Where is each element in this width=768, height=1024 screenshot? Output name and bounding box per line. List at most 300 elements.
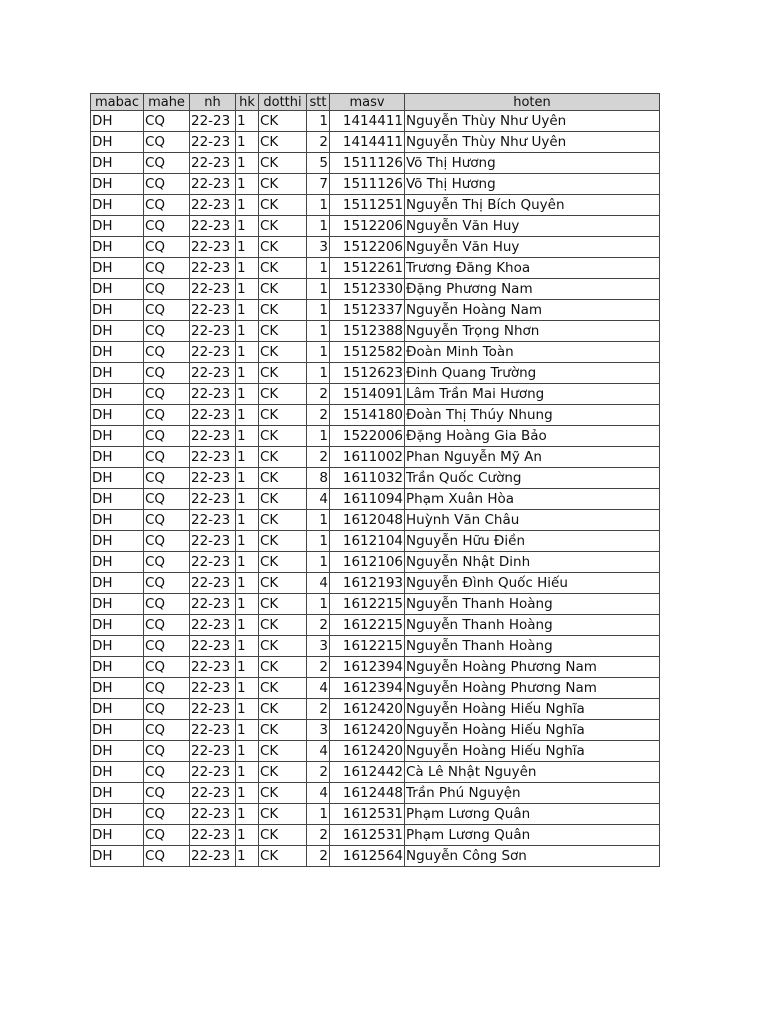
cell-mabac[interactable]: DH <box>91 132 144 153</box>
cell-mahe[interactable]: CQ <box>144 468 190 489</box>
cell-stt[interactable]: 2 <box>307 447 330 468</box>
cell-mahe[interactable]: CQ <box>144 111 190 132</box>
cell-mahe[interactable]: CQ <box>144 237 190 258</box>
cell-mahe[interactable]: CQ <box>144 300 190 321</box>
cell-mabac[interactable]: DH <box>91 531 144 552</box>
cell-stt[interactable]: 1 <box>307 804 330 825</box>
cell-hoten[interactable]: Nguyễn Hoàng Nam <box>405 300 660 321</box>
cell-stt[interactable]: 1 <box>307 426 330 447</box>
cell-hk[interactable]: 1 <box>236 804 259 825</box>
cell-mahe[interactable]: CQ <box>144 384 190 405</box>
cell-hoten[interactable]: Nguyễn Nhật Dinh <box>405 552 660 573</box>
cell-stt[interactable]: 3 <box>307 720 330 741</box>
cell-stt[interactable]: 1 <box>307 552 330 573</box>
cell-stt[interactable]: 1 <box>307 363 330 384</box>
cell-hoten[interactable]: Nguyễn Thùy Như Uyên <box>405 132 660 153</box>
cell-nh[interactable]: 22-23 <box>190 594 236 615</box>
cell-hoten[interactable]: Nguyễn Văn Huy <box>405 216 660 237</box>
cell-mabac[interactable]: DH <box>91 720 144 741</box>
cell-dotthi[interactable]: CK <box>259 720 307 741</box>
cell-stt[interactable]: 2 <box>307 405 330 426</box>
cell-mabac[interactable]: DH <box>91 657 144 678</box>
cell-dotthi[interactable]: CK <box>259 195 307 216</box>
cell-hk[interactable]: 1 <box>236 615 259 636</box>
cell-masv[interactable]: 1612420 <box>330 741 405 762</box>
cell-mahe[interactable]: CQ <box>144 321 190 342</box>
cell-dotthi[interactable]: CK <box>259 468 307 489</box>
cell-masv[interactable]: 1612394 <box>330 657 405 678</box>
cell-hk[interactable]: 1 <box>236 720 259 741</box>
cell-stt[interactable]: 1 <box>307 195 330 216</box>
column-header-mahe[interactable]: mahe <box>144 94 190 111</box>
cell-masv[interactable]: 1612215 <box>330 594 405 615</box>
cell-dotthi[interactable]: CK <box>259 531 307 552</box>
cell-hk[interactable]: 1 <box>236 594 259 615</box>
cell-hoten[interactable]: Nguyễn Trọng Nhơn <box>405 321 660 342</box>
cell-mabac[interactable]: DH <box>91 384 144 405</box>
cell-masv[interactable]: 1612394 <box>330 678 405 699</box>
cell-hk[interactable]: 1 <box>236 678 259 699</box>
cell-dotthi[interactable]: CK <box>259 762 307 783</box>
cell-masv[interactable]: 1612106 <box>330 552 405 573</box>
cell-masv[interactable]: 1514180 <box>330 405 405 426</box>
cell-mahe[interactable]: CQ <box>144 342 190 363</box>
cell-mahe[interactable]: CQ <box>144 783 190 804</box>
cell-hk[interactable]: 1 <box>236 657 259 678</box>
cell-mabac[interactable]: DH <box>91 699 144 720</box>
cell-nh[interactable]: 22-23 <box>190 195 236 216</box>
cell-nh[interactable]: 22-23 <box>190 216 236 237</box>
cell-hoten[interactable]: Đoàn Thị Thúy Nhung <box>405 405 660 426</box>
cell-nh[interactable]: 22-23 <box>190 783 236 804</box>
cell-masv[interactable]: 1512206 <box>330 237 405 258</box>
column-header-dotthi[interactable]: dotthi <box>259 94 307 111</box>
cell-nh[interactable]: 22-23 <box>190 384 236 405</box>
cell-hoten[interactable]: Huỳnh Văn Châu <box>405 510 660 531</box>
cell-mahe[interactable]: CQ <box>144 531 190 552</box>
cell-masv[interactable]: 1612531 <box>330 825 405 846</box>
cell-dotthi[interactable]: CK <box>259 552 307 573</box>
cell-hoten[interactable]: Nguyễn Hoàng Phương Nam <box>405 657 660 678</box>
cell-mabac[interactable]: DH <box>91 825 144 846</box>
cell-hk[interactable]: 1 <box>236 489 259 510</box>
cell-nh[interactable]: 22-23 <box>190 321 236 342</box>
cell-mabac[interactable]: DH <box>91 615 144 636</box>
cell-stt[interactable]: 2 <box>307 384 330 405</box>
cell-hoten[interactable]: Cà Lê Nhật Nguyên <box>405 762 660 783</box>
cell-hoten[interactable]: Nguyễn Hoàng Phương Nam <box>405 678 660 699</box>
cell-mahe[interactable]: CQ <box>144 657 190 678</box>
cell-hk[interactable]: 1 <box>236 426 259 447</box>
cell-hoten[interactable]: Lâm Trần Mai Hương <box>405 384 660 405</box>
cell-mahe[interactable]: CQ <box>144 258 190 279</box>
column-header-hk[interactable]: hk <box>236 94 259 111</box>
cell-hk[interactable]: 1 <box>236 783 259 804</box>
cell-dotthi[interactable]: CK <box>259 279 307 300</box>
cell-stt[interactable]: 7 <box>307 174 330 195</box>
cell-masv[interactable]: 1512206 <box>330 216 405 237</box>
cell-mahe[interactable]: CQ <box>144 489 190 510</box>
cell-dotthi[interactable]: CK <box>259 384 307 405</box>
cell-mabac[interactable]: DH <box>91 447 144 468</box>
cell-nh[interactable]: 22-23 <box>190 657 236 678</box>
cell-masv[interactable]: 1522006 <box>330 426 405 447</box>
cell-mahe[interactable]: CQ <box>144 699 190 720</box>
cell-masv[interactable]: 1612531 <box>330 804 405 825</box>
cell-hoten[interactable]: Võ Thị Hương <box>405 174 660 195</box>
cell-nh[interactable]: 22-23 <box>190 510 236 531</box>
cell-dotthi[interactable]: CK <box>259 825 307 846</box>
cell-mabac[interactable]: DH <box>91 678 144 699</box>
cell-hoten[interactable]: Đoàn Minh Toàn <box>405 342 660 363</box>
cell-mahe[interactable]: CQ <box>144 447 190 468</box>
cell-dotthi[interactable]: CK <box>259 678 307 699</box>
cell-hoten[interactable]: Nguyễn Thùy Như Uyên <box>405 111 660 132</box>
cell-hk[interactable]: 1 <box>236 741 259 762</box>
cell-hoten[interactable]: Nguyễn Công Sơn <box>405 846 660 867</box>
cell-stt[interactable]: 2 <box>307 132 330 153</box>
cell-mabac[interactable]: DH <box>91 111 144 132</box>
cell-mahe[interactable]: CQ <box>144 573 190 594</box>
cell-nh[interactable]: 22-23 <box>190 615 236 636</box>
cell-dotthi[interactable]: CK <box>259 657 307 678</box>
cell-stt[interactable]: 3 <box>307 237 330 258</box>
cell-dotthi[interactable]: CK <box>259 258 307 279</box>
column-header-hoten[interactable]: hoten <box>405 94 660 111</box>
cell-stt[interactable]: 4 <box>307 783 330 804</box>
cell-nh[interactable]: 22-23 <box>190 132 236 153</box>
table-row <box>91 762 660 783</box>
column-header-stt[interactable]: stt <box>307 94 330 111</box>
cell-stt[interactable]: 1 <box>307 531 330 552</box>
cell-stt[interactable]: 1 <box>307 279 330 300</box>
cell-masv[interactable]: 1611094 <box>330 489 405 510</box>
cell-hk[interactable]: 1 <box>236 237 259 258</box>
column-header-nh[interactable]: nh <box>190 94 236 111</box>
cell-masv[interactable]: 1511126 <box>330 153 405 174</box>
cell-nh[interactable]: 22-23 <box>190 573 236 594</box>
cell-mahe[interactable]: CQ <box>144 636 190 657</box>
cell-hoten[interactable]: Võ Thị Hương <box>405 153 660 174</box>
cell-stt[interactable]: 4 <box>307 741 330 762</box>
cell-mabac[interactable]: DH <box>91 258 144 279</box>
cell-dotthi[interactable]: CK <box>259 447 307 468</box>
cell-hk[interactable]: 1 <box>236 111 259 132</box>
cell-hoten[interactable]: Đặng Phương Nam <box>405 279 660 300</box>
cell-hoten[interactable]: Trần Phú Nguyện <box>405 783 660 804</box>
cell-mabac[interactable]: DH <box>91 174 144 195</box>
cell-dotthi[interactable]: CK <box>259 510 307 531</box>
cell-nh[interactable]: 22-23 <box>190 489 236 510</box>
cell-stt[interactable]: 4 <box>307 678 330 699</box>
cell-stt[interactable]: 2 <box>307 699 330 720</box>
cell-nh[interactable]: 22-23 <box>190 447 236 468</box>
cell-nh[interactable]: 22-23 <box>190 846 236 867</box>
cell-mahe[interactable]: CQ <box>144 279 190 300</box>
cell-hoten[interactable]: Nguyễn Thị Bích Quyên <box>405 195 660 216</box>
cell-mabac[interactable]: DH <box>91 342 144 363</box>
cell-nh[interactable]: 22-23 <box>190 804 236 825</box>
cell-mabac[interactable]: DH <box>91 741 144 762</box>
cell-nh[interactable]: 22-23 <box>190 741 236 762</box>
cell-hk[interactable]: 1 <box>236 699 259 720</box>
cell-stt[interactable]: 2 <box>307 615 330 636</box>
cell-hoten[interactable]: Nguyễn Thanh Hoàng <box>405 636 660 657</box>
cell-dotthi[interactable]: CK <box>259 594 307 615</box>
cell-hoten[interactable]: Phạm Lương Quân <box>405 825 660 846</box>
cell-stt[interactable]: 1 <box>307 342 330 363</box>
cell-stt[interactable]: 1 <box>307 321 330 342</box>
cell-mabac[interactable]: DH <box>91 426 144 447</box>
cell-hk[interactable]: 1 <box>236 447 259 468</box>
cell-hk[interactable]: 1 <box>236 825 259 846</box>
cell-masv[interactable]: 1512623 <box>330 363 405 384</box>
cell-mahe[interactable]: CQ <box>144 741 190 762</box>
cell-dotthi[interactable]: CK <box>259 132 307 153</box>
column-header-mabac[interactable]: mabac <box>91 94 144 111</box>
cell-nh[interactable]: 22-23 <box>190 258 236 279</box>
cell-dotthi[interactable]: CK <box>259 489 307 510</box>
cell-hk[interactable]: 1 <box>236 153 259 174</box>
cell-mabac[interactable]: DH <box>91 594 144 615</box>
cell-mahe[interactable]: CQ <box>144 762 190 783</box>
cell-masv[interactable]: 1511126 <box>330 174 405 195</box>
cell-masv[interactable]: 1512337 <box>330 300 405 321</box>
cell-hk[interactable]: 1 <box>236 531 259 552</box>
cell-mahe[interactable]: CQ <box>144 174 190 195</box>
cell-nh[interactable]: 22-23 <box>190 300 236 321</box>
cell-mabac[interactable]: DH <box>91 237 144 258</box>
cell-hk[interactable]: 1 <box>236 468 259 489</box>
cell-nh[interactable]: 22-23 <box>190 636 236 657</box>
cell-hk[interactable]: 1 <box>236 132 259 153</box>
cell-dotthi[interactable]: CK <box>259 783 307 804</box>
cell-stt[interactable]: 1 <box>307 594 330 615</box>
cell-hk[interactable]: 1 <box>236 174 259 195</box>
cell-hoten[interactable]: Trương Đăng Khoa <box>405 258 660 279</box>
cell-stt[interactable]: 5 <box>307 153 330 174</box>
cell-mahe[interactable]: CQ <box>144 720 190 741</box>
cell-mabac[interactable]: DH <box>91 153 144 174</box>
cell-mahe[interactable]: CQ <box>144 678 190 699</box>
cell-mahe[interactable]: CQ <box>144 552 190 573</box>
cell-mabac[interactable]: DH <box>91 636 144 657</box>
cell-hk[interactable]: 1 <box>236 279 259 300</box>
cell-dotthi[interactable]: CK <box>259 342 307 363</box>
cell-hk[interactable]: 1 <box>236 510 259 531</box>
cell-nh[interactable]: 22-23 <box>190 153 236 174</box>
cell-mabac[interactable]: DH <box>91 405 144 426</box>
cell-hoten[interactable]: Nguyễn Hoàng Hiếu Nghĩa <box>405 699 660 720</box>
cell-stt[interactable]: 1 <box>307 258 330 279</box>
cell-dotthi[interactable]: CK <box>259 573 307 594</box>
cell-dotthi[interactable]: CK <box>259 804 307 825</box>
cell-mabac[interactable]: DH <box>91 552 144 573</box>
cell-stt[interactable]: 1 <box>307 216 330 237</box>
cell-nh[interactable]: 22-23 <box>190 468 236 489</box>
cell-mahe[interactable]: CQ <box>144 510 190 531</box>
cell-stt[interactable]: 1 <box>307 300 330 321</box>
cell-dotthi[interactable]: CK <box>259 363 307 384</box>
cell-masv[interactable]: 1512330 <box>330 279 405 300</box>
cell-mabac[interactable]: DH <box>91 216 144 237</box>
cell-stt[interactable]: 1 <box>307 111 330 132</box>
cell-masv[interactable]: 1612564 <box>330 846 405 867</box>
cell-hoten[interactable]: Đinh Quang Trường <box>405 363 660 384</box>
cell-dotthi[interactable]: CK <box>259 741 307 762</box>
cell-dotthi[interactable]: CK <box>259 216 307 237</box>
cell-masv[interactable]: 1611032 <box>330 468 405 489</box>
cell-nh[interactable]: 22-23 <box>190 426 236 447</box>
cell-hoten[interactable]: Đặng Hoàng Gia Bảo <box>405 426 660 447</box>
cell-dotthi[interactable]: CK <box>259 426 307 447</box>
cell-hk[interactable]: 1 <box>236 573 259 594</box>
cell-hk[interactable]: 1 <box>236 300 259 321</box>
cell-hoten[interactable]: Nguyễn Văn Huy <box>405 237 660 258</box>
cell-mabac[interactable]: DH <box>91 783 144 804</box>
cell-stt[interactable]: 8 <box>307 468 330 489</box>
cell-hk[interactable]: 1 <box>236 216 259 237</box>
cell-masv[interactable]: 1612193 <box>330 573 405 594</box>
cell-stt[interactable]: 2 <box>307 846 330 867</box>
cell-masv[interactable]: 1612442 <box>330 762 405 783</box>
cell-stt[interactable]: 3 <box>307 636 330 657</box>
cell-mahe[interactable]: CQ <box>144 594 190 615</box>
cell-hk[interactable]: 1 <box>236 636 259 657</box>
cell-masv[interactable]: 1612420 <box>330 720 405 741</box>
table-row <box>91 804 660 825</box>
cell-mahe[interactable]: CQ <box>144 216 190 237</box>
cell-nh[interactable]: 22-23 <box>190 762 236 783</box>
cell-dotthi[interactable]: CK <box>259 111 307 132</box>
cell-mabac[interactable]: DH <box>91 363 144 384</box>
cell-stt[interactable]: 4 <box>307 489 330 510</box>
cell-hoten[interactable]: Nguyễn Hữu Điền <box>405 531 660 552</box>
cell-dotthi[interactable]: CK <box>259 846 307 867</box>
cell-mahe[interactable]: CQ <box>144 195 190 216</box>
cell-dotthi[interactable]: CK <box>259 321 307 342</box>
cell-dotthi[interactable]: CK <box>259 174 307 195</box>
cell-hoten[interactable]: Phạm Xuân Hòa <box>405 489 660 510</box>
cell-masv[interactable]: 1414411 <box>330 132 405 153</box>
cell-mabac[interactable]: DH <box>91 804 144 825</box>
cell-masv[interactable]: 1612048 <box>330 510 405 531</box>
cell-hoten[interactable]: Nguyễn Đình Quốc Hiếu <box>405 573 660 594</box>
cell-masv[interactable]: 1511251 <box>330 195 405 216</box>
cell-nh[interactable]: 22-23 <box>190 279 236 300</box>
cell-mabac[interactable]: DH <box>91 762 144 783</box>
cell-hoten[interactable]: Nguyễn Hoàng Hiếu Nghĩa <box>405 720 660 741</box>
cell-mabac[interactable]: DH <box>91 573 144 594</box>
cell-hoten[interactable]: Nguyễn Thanh Hoàng <box>405 615 660 636</box>
cell-mahe[interactable]: CQ <box>144 363 190 384</box>
cell-masv[interactable]: 1612104 <box>330 531 405 552</box>
cell-hoten[interactable]: Trần Quốc Cường <box>405 468 660 489</box>
cell-mahe[interactable]: CQ <box>144 405 190 426</box>
cell-masv[interactable]: 1611002 <box>330 447 405 468</box>
cell-hoten[interactable]: Phan Nguyễn Mỹ An <box>405 447 660 468</box>
cell-masv[interactable]: 1612215 <box>330 615 405 636</box>
cell-dotthi[interactable]: CK <box>259 636 307 657</box>
table-row <box>91 657 660 678</box>
cell-mabac[interactable]: DH <box>91 510 144 531</box>
cell-masv[interactable]: 1612420 <box>330 699 405 720</box>
cell-mabac[interactable]: DH <box>91 279 144 300</box>
cell-nh[interactable]: 22-23 <box>190 111 236 132</box>
cell-dotthi[interactable]: CK <box>259 300 307 321</box>
cell-mabac[interactable]: DH <box>91 321 144 342</box>
cell-nh[interactable]: 22-23 <box>190 720 236 741</box>
cell-nh[interactable]: 22-23 <box>190 678 236 699</box>
cell-mahe[interactable]: CQ <box>144 846 190 867</box>
cell-hk[interactable]: 1 <box>236 363 259 384</box>
cell-masv[interactable]: 1512261 <box>330 258 405 279</box>
cell-dotthi[interactable]: CK <box>259 153 307 174</box>
cell-mabac[interactable]: DH <box>91 846 144 867</box>
cell-nh[interactable]: 22-23 <box>190 825 236 846</box>
cell-hk[interactable]: 1 <box>236 405 259 426</box>
table-row <box>91 237 660 258</box>
cell-dotthi[interactable]: CK <box>259 405 307 426</box>
cell-hoten[interactable]: Nguyễn Thanh Hoàng <box>405 594 660 615</box>
cell-stt[interactable]: 4 <box>307 573 330 594</box>
cell-masv[interactable]: 1414411 <box>330 111 405 132</box>
cell-stt[interactable]: 1 <box>307 510 330 531</box>
cell-masv[interactable]: 1612215 <box>330 636 405 657</box>
cell-mabac[interactable]: DH <box>91 489 144 510</box>
cell-hoten[interactable]: Phạm Lương Quân <box>405 804 660 825</box>
cell-dotthi[interactable]: CK <box>259 699 307 720</box>
cell-mahe[interactable]: CQ <box>144 615 190 636</box>
cell-mahe[interactable]: CQ <box>144 132 190 153</box>
cell-hk[interactable]: 1 <box>236 384 259 405</box>
cell-mahe[interactable]: CQ <box>144 825 190 846</box>
cell-nh[interactable]: 22-23 <box>190 363 236 384</box>
cell-mahe[interactable]: CQ <box>144 804 190 825</box>
column-header-masv[interactable]: masv <box>330 94 405 111</box>
cell-mabac[interactable]: DH <box>91 468 144 489</box>
cell-masv[interactable]: 1612448 <box>330 783 405 804</box>
cell-dotthi[interactable]: CK <box>259 237 307 258</box>
cell-mahe[interactable]: CQ <box>144 426 190 447</box>
cell-hk[interactable]: 1 <box>236 846 259 867</box>
cell-nh[interactable]: 22-23 <box>190 405 236 426</box>
cell-nh[interactable]: 22-23 <box>190 174 236 195</box>
cell-masv[interactable]: 1514091 <box>330 384 405 405</box>
cell-stt[interactable]: 2 <box>307 762 330 783</box>
cell-nh[interactable]: 22-23 <box>190 699 236 720</box>
cell-nh[interactable]: 22-23 <box>190 237 236 258</box>
cell-hoten[interactable]: Nguyễn Hoàng Hiếu Nghĩa <box>405 741 660 762</box>
cell-nh[interactable]: 22-23 <box>190 342 236 363</box>
cell-hk[interactable]: 1 <box>236 195 259 216</box>
cell-masv[interactable]: 1512582 <box>330 342 405 363</box>
cell-mahe[interactable]: CQ <box>144 153 190 174</box>
cell-hk[interactable]: 1 <box>236 342 259 363</box>
cell-masv[interactable]: 1512388 <box>330 321 405 342</box>
cell-dotthi[interactable]: CK <box>259 615 307 636</box>
cell-hk[interactable]: 1 <box>236 762 259 783</box>
cell-mabac[interactable]: DH <box>91 195 144 216</box>
cell-hk[interactable]: 1 <box>236 552 259 573</box>
cell-mabac[interactable]: DH <box>91 300 144 321</box>
cell-stt[interactable]: 2 <box>307 657 330 678</box>
cell-stt[interactable]: 2 <box>307 825 330 846</box>
cell-hk[interactable]: 1 <box>236 321 259 342</box>
cell-hk[interactable]: 1 <box>236 258 259 279</box>
cell-nh[interactable]: 22-23 <box>190 552 236 573</box>
cell-nh[interactable]: 22-23 <box>190 531 236 552</box>
